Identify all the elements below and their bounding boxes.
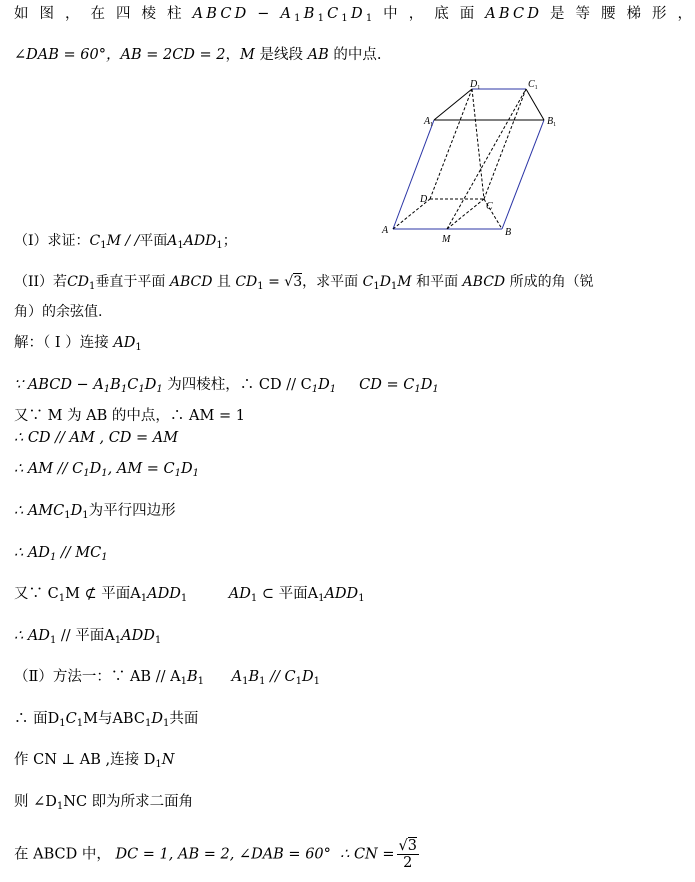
solution-line-1: 解：（ I ）连接 $AD_1$ [14,335,142,353]
solution-line-11: ∴ 面$D_1C_1M$与$ABC_1D_1$共面 [14,711,199,729]
solution-line-9: ∴ $AD_1$ // 平面$A_1ADD_1$ [14,628,162,646]
edge-M-C [447,199,484,229]
label-C: C [486,201,493,212]
solution-line-4: ∴ CD // AM , CD = AM [14,430,179,446]
label-C1: $C_1$ [528,79,538,91]
label-A: A [382,225,389,236]
solution-line-13: 则 $\angle D_1NC$ 即为所求二面角 [14,794,194,812]
question-2-line-1: （II）若$CD_1$垂直于平面 ABCD 且 $CD_1 = √3$，求平面 $C_1D_1M$ 和平面 ABCD 所成的角（锐 [14,274,594,292]
solution-line-6: ∴ $AMC_1D_1$为平行四边形 [14,503,176,521]
solution-line-5: ∴ AM // $C_1D_1$, AM = $C_1D_1$ [14,461,200,479]
label-M: M [442,234,451,245]
edge-D1-C [472,89,484,199]
problem-line-1: 如 图 ， 在 四 棱 柱 ABCD − $A_1B_1C_1D_1$ 中 ， 底 面 ABCD 是 等 腰 梯 形 ， [14,6,695,24]
label-B: B [505,227,512,238]
label-D: D [420,194,428,205]
question-1: （I）求证：$C_1M$ / /平面$A_1ADD_1$； [14,233,237,251]
edge-B1-C1 [526,89,544,120]
prism-figure [376,78,576,246]
label-D1: $D_1$ [470,79,481,91]
solution-line-8: 又∵ $C_1M$ ⊄ 平面$A_1ADD_1$ $AD_1$ ⊂ 平面$A_1ADD_1$ [14,586,365,604]
question-2-line-2: 角）的余弦值. [14,304,103,320]
label-B1: $B_1$ [547,116,557,128]
label-A1: $A_1$ [424,116,434,128]
solution-line-3: 又∵ M 为 AB 的中点，∴ AM = 1 [14,408,245,424]
solution-line-7: ∴ $AD_1 // MC_1$ [14,545,108,563]
solution-line-14: 在 ABCD 中， DC = 1, AB = 2, ∠DAB = 60° ∴ CN = $\frac{√3}{2}$ [14,838,417,871]
solution-line-12: 作 CN ⊥ AB ,连接 $D_1N$ [14,752,175,770]
fraction-sqrt3-over-2: $\frac{√3}{2}$ [398,838,417,871]
solution-line-10: （Ⅱ）方法一：∵ AB // $A_1B_1$ $A_1B_1 // C_1D_1$ [14,669,320,687]
problem-line-2: ∠DAB = 60°，AB = 2CD = 2，M 是线段 AB 的中点. [14,47,382,63]
solution-line-2: ∵ ABCD − $A_1B_1C_1D_1$ 为四棱柱，∴ CD // $C_1D_1$ CD = $C_1D_1$ [14,377,439,395]
